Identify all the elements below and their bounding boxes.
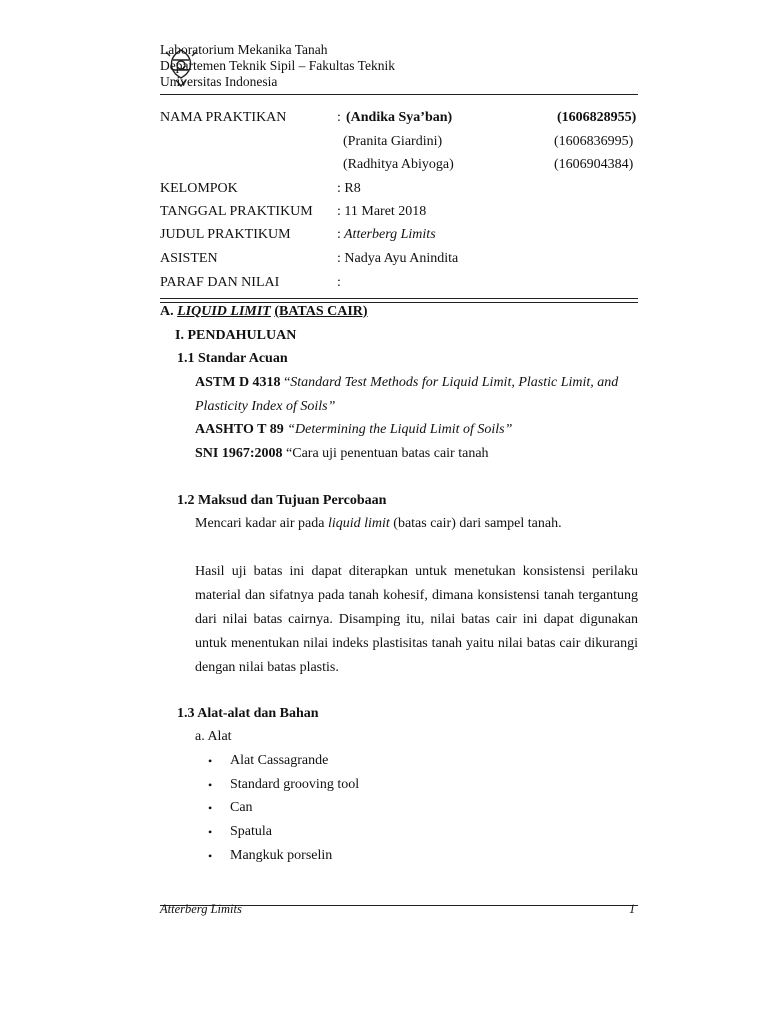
page-number: 1 (629, 902, 636, 916)
member-name: (Andika Sya’ban) (346, 110, 453, 125)
aashto-line (195, 422, 512, 438)
sni-code: SNI 1967:2008 (195, 446, 283, 461)
member-name: (Radhitya Abiyoga) (343, 157, 454, 172)
aim-italic: liquid limit (327, 516, 390, 531)
asisten-label: ASISTEN (160, 251, 218, 266)
standar-acuan-heading: 1.1 Standar Acuan (177, 351, 288, 366)
astm-code: ASTM D 4318 (195, 375, 281, 390)
divider-top (160, 298, 638, 299)
header-lab-name: Laboratorium Mekanika Tanah (160, 42, 328, 57)
judul-value: Atterberg Limits (344, 227, 436, 242)
sni-title: “Cara uji penentuan batas cair tanah (286, 446, 489, 461)
sni-line (195, 446, 489, 462)
footer-title: Atterberg Limits (160, 902, 242, 916)
kelompok-value: : R8 (337, 181, 361, 196)
section-a-prefix: A. (160, 304, 174, 319)
aashto-title: “Determining the Liquid Limit of Soils” (287, 422, 513, 437)
judul-colon: : (337, 227, 341, 242)
astm-title-2: Plasticity Index of Soils” (195, 399, 336, 414)
member-npm: (1606828955) (557, 110, 637, 125)
judul-label: JUDUL PRAKTIKUM (160, 227, 291, 242)
section-a-title-italic: LIQUID LIMIT (177, 304, 271, 319)
tanggal-value: : 11 Maret 2018 (337, 204, 427, 219)
astm-line (195, 375, 618, 391)
header-university: Universitas Indonesia (160, 74, 278, 89)
section-a-heading (160, 304, 368, 320)
nama-praktikan-label: NAMA PRAKTIKAN (160, 110, 287, 125)
header-rule (160, 94, 638, 95)
member-name: (Pranita Giardini) (343, 134, 443, 149)
aim-pre: Mencari kadar air pada (195, 516, 328, 531)
astm-quote: “ (284, 375, 291, 390)
alat-subheading: a. Alat (195, 729, 232, 744)
list-item: • Standard grooving tool (230, 777, 359, 793)
nama-colon: : (337, 110, 341, 125)
aim-line (195, 516, 562, 532)
aashto-code: AASHTO T 89 (195, 422, 284, 437)
alat-bahan-heading: 1.3 Alat-alat dan Bahan (177, 706, 319, 721)
tanggal-label: TANGGAL PRAKTIKUM (160, 204, 313, 219)
list-item: • Alat Cassagrande (230, 753, 328, 769)
list-item: • Can (230, 800, 253, 816)
divider-bottom (160, 302, 638, 303)
maksud-tujuan-heading: 1.2 Maksud dan Tujuan Percobaan (177, 493, 387, 508)
header-department: Departemen Teknik Sipil – Fakultas Teknik (160, 58, 395, 73)
paraf-value: : (337, 275, 341, 290)
aim-post: (batas cair) dari sampel tanah. (389, 516, 562, 531)
purpose-paragraph: Hasil uji batas ini dapat diterapkan untuk menetukan konsistensi perilaku material dan sifatnya pada tanah kohesif, dimana konsistensi tanah tergantung dari nilai batas cairnya. Disamping itu, nilai batas cair ini dapat digunakan untuk menentukan nilai indeks plastisitas tanah yaitu nilai batas cair dikurangi dengan nilai batas plastis. (195, 564, 638, 675)
astm-title-1: Standard Test Methods for Liquid Limit, Plastic Limit, and (290, 375, 619, 390)
section-a-title-rest: (BATAS CAIR) (274, 304, 368, 319)
asisten-value: : Nadya Ayu Anindita (337, 251, 459, 266)
pendahuluan-heading: I. PENDAHULUAN (175, 328, 297, 343)
member-npm: (1606836995) (554, 134, 634, 149)
list-item: • Mangkuk porselin (230, 848, 332, 864)
member-npm: (1606904384) (554, 157, 634, 172)
paraf-label: PARAF DAN NILAI (160, 275, 280, 290)
list-item: • Spatula (230, 824, 272, 840)
kelompok-label: KELOMPOK (160, 181, 238, 196)
